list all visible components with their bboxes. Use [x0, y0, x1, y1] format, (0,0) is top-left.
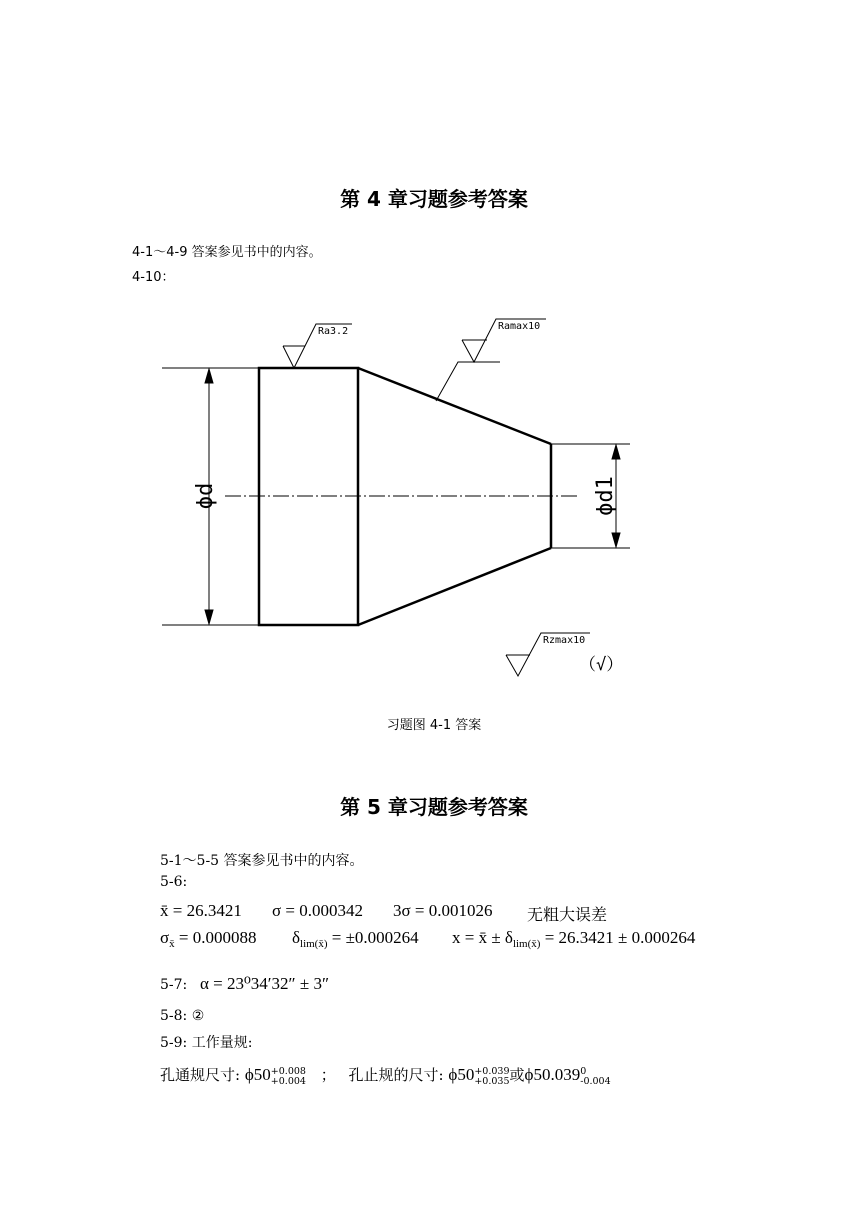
chapter4-line2: 4-10： — [132, 270, 175, 285]
equation-delta-lim: $\delta_{lim(x̄)} = \pm 0.000264$ — [292, 928, 419, 950]
conclusion-text: 无粗大误差 — [527, 905, 608, 924]
chapter5-line2: 5-6: — [160, 874, 188, 890]
equation-sigma-mean: $\sigma_{x̄} = 0.000088$ — [160, 928, 257, 950]
go-gauge-tolerance: +0.008 +0.004 — [270, 1066, 306, 1087]
chapter5-line1: 5-1～5-5 答案参见书中的内容。 — [160, 853, 364, 869]
chapter5-heading: 第 5 章习题参考答案 — [340, 795, 528, 819]
equation-x-result: x = x̄ ± $\delta_{lim(x̄)} = 26.3421 \pm 0.000264$ — [452, 928, 696, 950]
rest-symbol: （√） — [579, 655, 624, 675]
figure-caption: 习题图 4-1 答案 — [386, 718, 482, 733]
q7-label: 5-7: — [160, 977, 188, 993]
label-phi-d1: ϕd1 — [593, 476, 618, 516]
roughness-top-label: Ra3.2 — [318, 326, 349, 337]
or-text: 或 — [509, 1066, 525, 1084]
label-phi-d: ϕd — [193, 482, 218, 510]
go-gauge-label: 孔通规尺寸: — [160, 1066, 241, 1084]
separator: ； — [320, 1066, 336, 1084]
roughness-rest-label: Rzmax10 — [543, 635, 586, 646]
equation-3sigma: 3σ = 0.001026 — [393, 901, 493, 920]
q7-value: α = 23⁰34′32″ ± 3″ — [200, 974, 330, 993]
nogo-gauge-label: 孔止规的尺寸: — [348, 1066, 444, 1084]
gauge-sizes — [160, 1064, 611, 1087]
q9-text: 5-9: 工作量规: — [160, 1035, 253, 1051]
nogo-alt-base: ϕ50.039 — [524, 1065, 581, 1084]
roughness-taper-label: Ramax10 — [498, 321, 541, 332]
equation-sigma: σ = 0.000342 — [272, 901, 364, 920]
go-gauge-base: ϕ50 — [244, 1065, 271, 1084]
q8-text: 5-8: ② — [160, 1008, 205, 1024]
nogo-alt-tolerance: 0 -0.004 — [580, 1066, 611, 1087]
nogo-gauge-base: ϕ50 — [448, 1065, 475, 1084]
equation-mean: x̄ = 26.3421 — [160, 901, 242, 920]
chapter4-heading: 第 4 章习题参考答案 — [340, 187, 528, 211]
chapter4-line1: 4-1～4-9 答案参见书中的内容。 — [132, 245, 322, 260]
nogo-gauge-tolerance: +0.039 +0.035 — [474, 1066, 510, 1087]
